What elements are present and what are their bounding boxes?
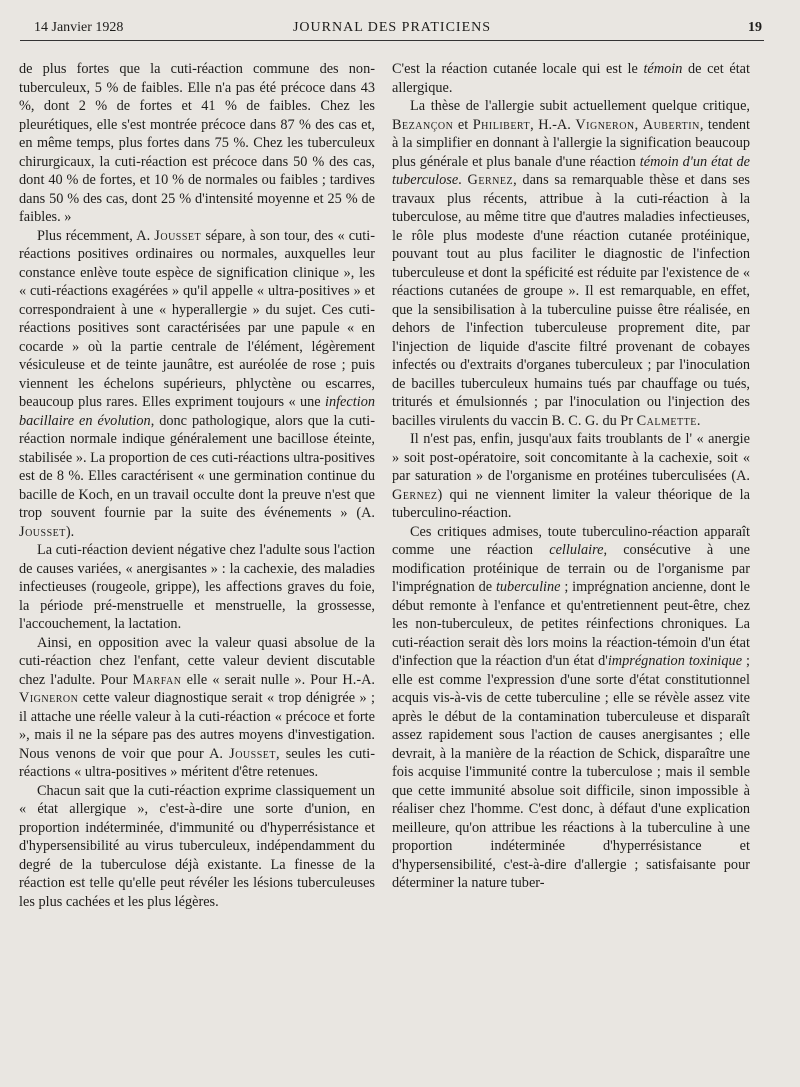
text-run: , H.-A.	[530, 116, 576, 133]
text-run: ).	[65, 523, 75, 540]
text-run: cette valeur diagnostique serait « trop dénigrée » ; il attache une réelle valeur à la cuti-réaction « précoce et forte », mais il ne la sépare pas des autres moyens d'investigation. Nous venons de voir que pour A.	[19, 690, 375, 762]
right-paragraph-1	[392, 60, 750, 97]
author-name: Jousset	[229, 745, 276, 762]
text-run: , tendent à la simplifier en donnant à l'allergie la signification beaucoup plus générale et plus banale d'une réaction	[392, 116, 750, 170]
italic-term: témoin d'un état de tuberculose	[392, 153, 750, 188]
text-run: de plus fortes que la cuti-réaction commune des non-tuberculeux, 5 % de faibles. Elle n'a pas été précoce dans 43 %, dont 2 % de fortes et 41 % de faibles. Chez les pleurétiques, elle s'est montrée précoce dans 87 % des cas et, en même temps, plus fortes dans 75 %. Chez les tuberculeux chirurgicaux, la cuti-réaction est précoce dans 50 % des cas, dont 40 % de fortes, et 10 % de normales ou faibles ; tardives dans 50 % des cas, dont 25 % d'intensité moyenne et 25 % de faibles. »	[19, 61, 375, 225]
text-run: ; elle est comme l'expression d'une sorte d'état constitutionnel acquis vis-à-vis de cette tuberculine ; elle se révèle assez vite après le début de la contamination tuberculeuse et disparaît assez rapidement sous l'action de causes anergisantes ; elle devrait, à la manière de la réaction de Schick, disparaître une fois acquise l'immunité contre la tuberculose ; mais il semble que cette immunité absolue soit difficile, sinon impossible à réaliser chez l'homme. C'est donc, à défaut d'une explication meilleure, qu'on attribue les réactions à la tuberculine à une proportion indéterminée d'hyperrésistance et d'hypersensibilité, c'est-à-dire d'allergie ; satisfaisante pour déterminer la nature tuber-	[392, 653, 750, 891]
text-run: , seules les cuti-réactions « ultra-positives » méritent d'être retenues.	[19, 745, 375, 780]
italic-term: tuberculine	[495, 579, 561, 595]
left-paragraph-2	[19, 227, 375, 542]
text-run: ) qui ne viennent limiter la valeur théorique de la tuberculino-réaction.	[392, 486, 750, 521]
author-name: Gernez	[392, 486, 438, 503]
right-paragraph-3	[392, 430, 750, 523]
italic-term: cellulaire	[549, 542, 604, 558]
text-run: de cet état allergique.	[392, 61, 750, 96]
author-name: Aubertin	[642, 116, 700, 133]
text-run: La cuti-réaction devient négative chez l'adulte sous l'action de causes variées, « anergisantes » : la cachexie, des maladies infectieuses (rougeole, grippe), les affections graves du foie, la période pré-menstruelle et menstruelle, la grossesse, l'accouchement, la lactation.	[19, 542, 375, 632]
text-run: elle « serait nulle ». Pour H.-A.	[181, 671, 375, 688]
author-name: Vigneron	[575, 116, 635, 133]
italic-term: imprégnation toxinique	[607, 653, 743, 669]
author-name: Calmette	[636, 412, 697, 429]
header-date: 14 Janvier 1928	[34, 20, 124, 35]
text-run: ,	[634, 116, 643, 133]
text-run: .	[458, 172, 468, 188]
text-run: Chacun sait que la cuti-réaction exprime classiquement un « état allergique », c'est-à-dire une sorte d'union, en proportion indéterminée, d'immunité ou d'hyperrésistance et d'hypersensibilité au virus tuberculeux, indépendamment du degré de la tuberculose déjà existante. La finesse de la réaction est telle qu'elle peut révéler les lésions tuberculeuses les plus cachées et les plus légères.	[19, 782, 375, 910]
text-run: , consécutive à une modification protéinique de terrain ou de l'organisme par l'imprégnation de	[392, 542, 750, 595]
text-run: , dans sa remarquable thèse et dans ses travaux plus récents, attribue à la cuti-réaction à la tuberculose, au même titre que d'autres maladies infectieuses, le rôle plus modeste d'une réaction cutanée protéinique, pouvant tout au plus faciliter le diagnostic de l'infection tuberculeuse et dont la spéficité est réduite par l'existence de « réactions cutanées de groupe ». Il est remarquable, en effet, que la sensibilisation à la tuberculine puisse être réalisée, en dehors de l'infection tuberculeuse proprement dite, par l'injection de liquide d'ascite filtré provenant de cobayes infectés ou d'extraits d'organes tuberculeux ; par l'inoculation de bacilles tuberculeux humains tués par chauffage ou tués, triturés et émulsionnés ; par l'inoculation ou l'injection des bacilles virulents du vaccin B. C. G. du Pr	[392, 172, 750, 429]
text-run: et	[453, 116, 473, 133]
text-run: , donc pathologique, alors que la cuti-réaction normale indique généralement une bacillose éteinte, stabilisée ». La proportion de ces cuti-réactions ultra-positives est de 8 %. Elles caractérisent « une germination continue du bacille de Koch, en un travail occulte dont la preuve n'est que trop souvent fournie par la suite des événements » (A.	[19, 412, 376, 521]
italic-term: témoin	[643, 61, 683, 77]
author-name: Jousset	[154, 227, 202, 244]
text-run: C'est la réaction cutanée locale qui est le	[392, 61, 644, 77]
left-paragraph-5	[19, 782, 375, 912]
text-run: ; imprégnation ancienne, dont le début remonte à l'enfance et qu'entretiennent peut-être, chez les non-tuberculeux, de petites réinfections chroniques. La cuti-réaction serait dès lors moins la réaction-témoin d'un état d'infection que la réaction d'un état d'	[392, 579, 750, 669]
text-run: Plus récemment, A.	[37, 227, 155, 244]
author-name: Gernez	[467, 172, 514, 188]
left-paragraph-1	[19, 60, 375, 227]
author-name: Philibert	[472, 116, 531, 133]
text-run: sépare, à son tour, des « cuti-réactions positives ordinaires ou normales, auxquelles leur constance enlève toute espèce de signification clinique », les « cuti-réactions exagérées » qu'il appelle « ultra-positives » et correspondraient à une « hyperallergie » du sujet. Ces cuti-réactions positives sont caractérisées par une papule « en cocarde » où la partie centrale de l'élément, légèrement vésiculeuse et de teinte jaunâtre, est auréolée de rose ; puis viennent les échelons supérieurs, phlyctène ou escarres, beaucoup plus rares. Elles expriment toujours « une	[19, 227, 375, 410]
italic-quote: infection bacillaire en évolution	[19, 394, 375, 429]
right-paragraph-4	[392, 523, 750, 893]
author-name: Vigneron	[19, 690, 79, 706]
author-name: Marfan	[132, 671, 182, 688]
right-paragraph-2	[392, 97, 750, 430]
running-header	[20, 18, 764, 41]
left-column	[19, 60, 375, 911]
left-paragraph-3	[19, 541, 375, 634]
text-run: .	[696, 412, 701, 429]
text-run: Il n'est pas, enfin, jusqu'aux faits troublants de l' « anergie » soit post-opératoire, soit concomitante à la cachexie, soit « par saturation » de l'organisme en protéines tuberculisées (A.	[392, 431, 750, 484]
journal-title: JOURNAL DES PRATICIENS	[292, 20, 492, 35]
page-number: 19	[748, 20, 762, 35]
right-column	[392, 60, 750, 893]
text-run: Ces critiques admises, toute tuberculino-réaction apparaît comme une réaction	[392, 523, 750, 558]
author-name: Bezançon	[392, 116, 454, 133]
author-name: Jousset	[19, 523, 66, 540]
text-run: Ainsi, en opposition avec la valeur quasi absolue de la cuti-réaction chez l'enfant, cette valeur devient discutable chez l'adulte. Pour	[19, 634, 375, 688]
text-run: La thèse de l'allergie subit actuellement quelque critique,	[410, 98, 750, 114]
left-paragraph-4	[19, 634, 375, 782]
